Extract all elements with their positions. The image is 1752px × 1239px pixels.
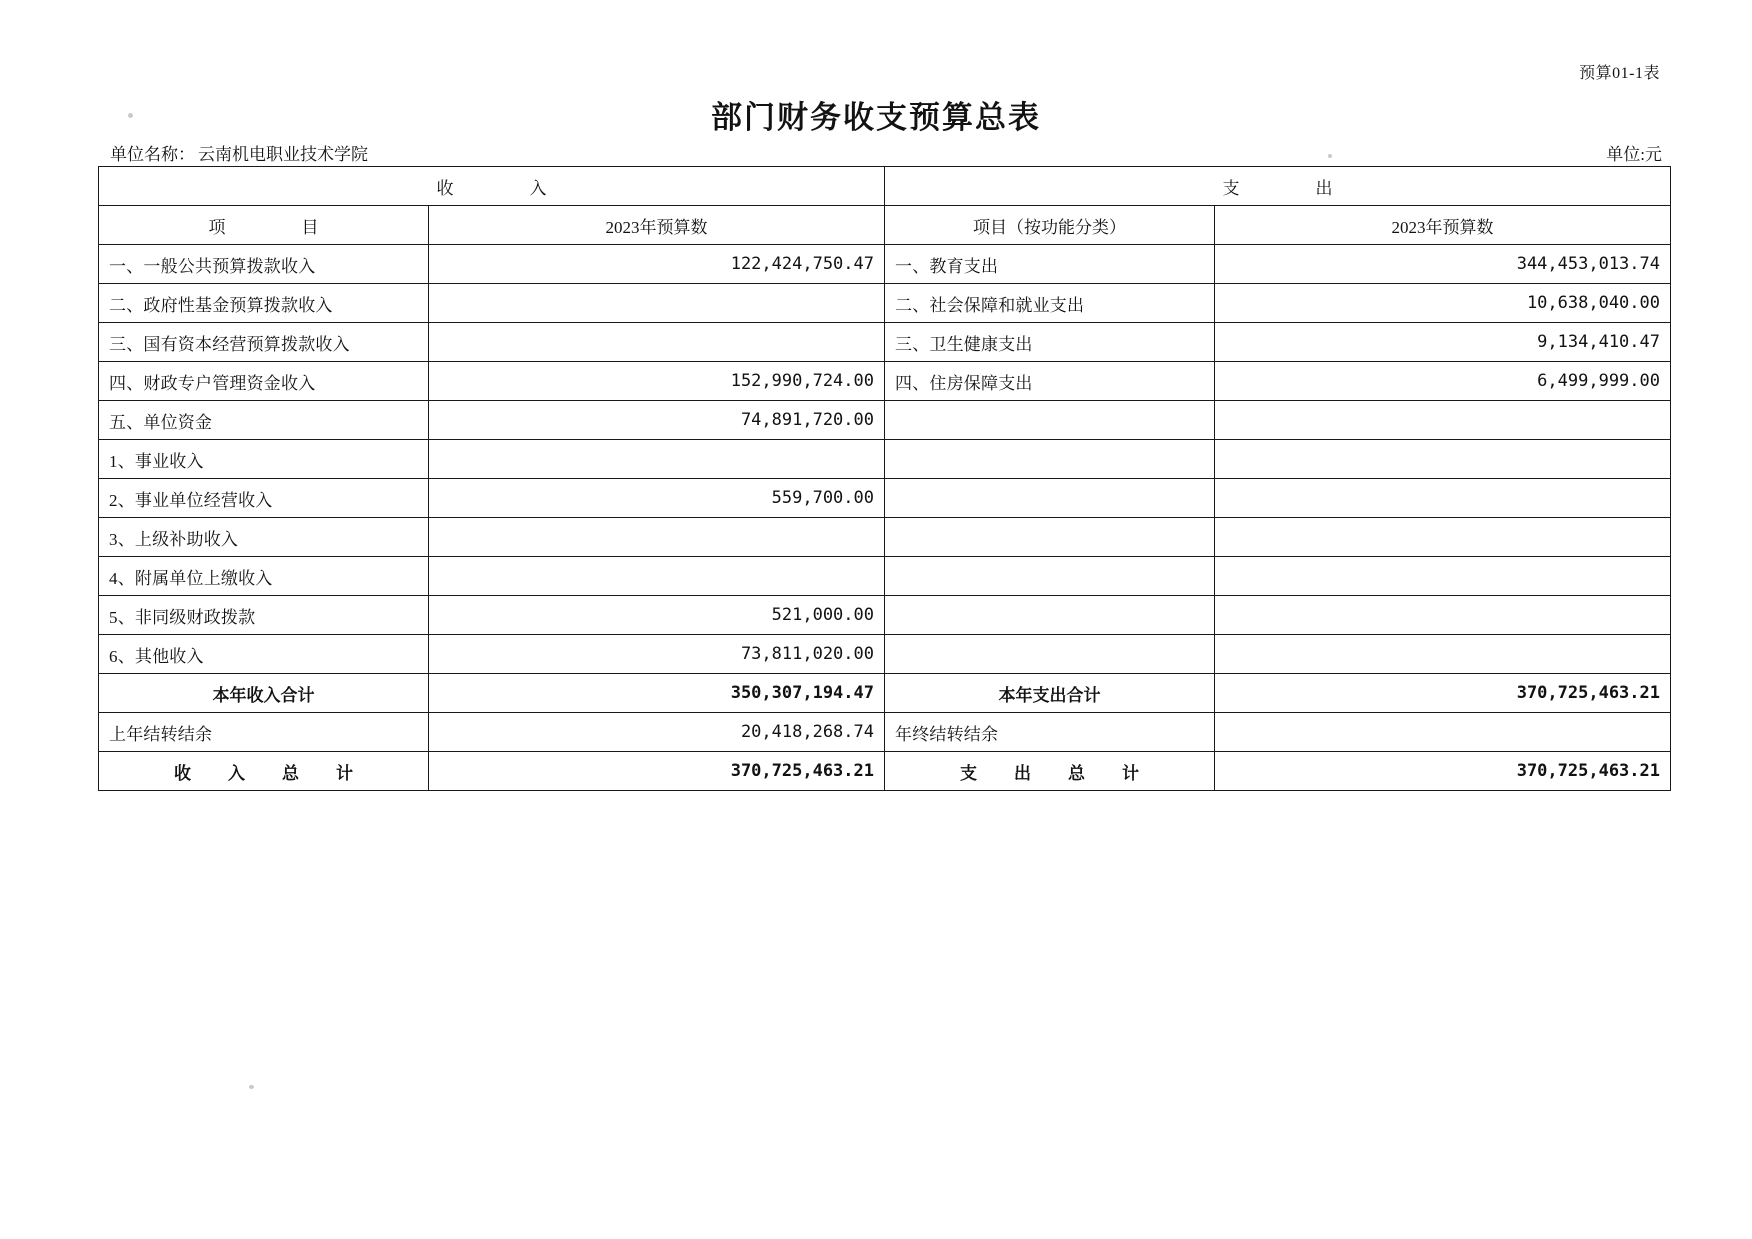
row-income-item: 三、国有资本经营预算拨款收入 xyxy=(99,323,429,362)
row-expenditure-amount xyxy=(1215,479,1671,518)
table-row xyxy=(99,323,1671,362)
subtotal-income-label: 本年收入合计 xyxy=(99,674,429,713)
table-row xyxy=(99,440,1671,479)
table-row xyxy=(99,557,1671,596)
row-income-amount xyxy=(429,323,885,362)
subtotal-expenditure-label: 本年支出合计 xyxy=(885,674,1215,713)
row-expenditure-amount xyxy=(1215,401,1671,440)
table-body xyxy=(99,167,1671,791)
row-expenditure-amount xyxy=(1215,440,1671,479)
scan-speck xyxy=(249,1085,254,1089)
table-row xyxy=(99,284,1671,323)
subtotal-income-amount: 350,307,194.47 xyxy=(429,674,885,713)
row-expenditure-amount: 6,499,999.00 xyxy=(1215,362,1671,401)
amount-unit-label: 单位:元 xyxy=(1606,145,1662,164)
carryover-expenditure-amount xyxy=(1215,713,1671,752)
unit-name-value: 云南机电职业技术学院 xyxy=(198,145,368,164)
column-header-income-item: 项 目 xyxy=(99,206,429,245)
column-header-expenditure-amount: 2023年预算数 xyxy=(1215,206,1671,245)
row-income-item: 1、事业收入 xyxy=(99,440,429,479)
row-income-amount: 559,700.00 xyxy=(429,479,885,518)
grand-total-income-label: 收 入 总 计 xyxy=(99,752,429,791)
unit-name-group xyxy=(110,140,368,165)
table-row xyxy=(99,245,1671,284)
group-header-expenditure: 支 出 xyxy=(885,167,1671,206)
row-income-amount xyxy=(429,440,885,479)
grand-total-expenditure-label: 支 出 总 计 xyxy=(885,752,1215,791)
row-income-item: 四、财政专户管理资金收入 xyxy=(99,362,429,401)
row-income-item: 3、上级补助收入 xyxy=(99,518,429,557)
row-expenditure-amount xyxy=(1215,596,1671,635)
table-row xyxy=(99,518,1671,557)
row-income-amount: 74,891,720.00 xyxy=(429,401,885,440)
grand-total-expenditure-amount: 370,725,463.21 xyxy=(1215,752,1671,791)
row-income-amount: 73,811,020.00 xyxy=(429,635,885,674)
row-expenditure-item xyxy=(885,518,1215,557)
row-income-item: 2、事业单位经营收入 xyxy=(99,479,429,518)
subtotal-expenditure-amount: 370,725,463.21 xyxy=(1215,674,1671,713)
row-expenditure-amount xyxy=(1215,635,1671,674)
table-row xyxy=(99,635,1671,674)
row-expenditure-item xyxy=(885,440,1215,479)
row-income-amount xyxy=(429,284,885,323)
row-income-amount: 521,000.00 xyxy=(429,596,885,635)
budget-table xyxy=(98,166,1671,791)
group-header-income: 收 入 xyxy=(99,167,885,206)
carryover-income-amount: 20,418,268.74 xyxy=(429,713,885,752)
row-income-item: 二、政府性基金预算拨款收入 xyxy=(99,284,429,323)
row-income-item: 5、非同级财政拨款 xyxy=(99,596,429,635)
column-header-row xyxy=(99,206,1671,245)
grand-total-row xyxy=(99,752,1671,791)
row-expenditure-item xyxy=(885,635,1215,674)
row-income-amount xyxy=(429,518,885,557)
row-expenditure-item: 一、教育支出 xyxy=(885,245,1215,284)
row-income-item: 一、一般公共预算拨款收入 xyxy=(99,245,429,284)
row-income-amount: 152,990,724.00 xyxy=(429,362,885,401)
carryover-income-label: 上年结转结余 xyxy=(99,713,429,752)
table-row xyxy=(99,479,1671,518)
row-expenditure-item xyxy=(885,401,1215,440)
subtotal-row xyxy=(99,674,1671,713)
row-expenditure-item xyxy=(885,479,1215,518)
row-expenditure-item: 二、社会保障和就业支出 xyxy=(885,284,1215,323)
grand-total-income-amount: 370,725,463.21 xyxy=(429,752,885,791)
carryover-expenditure-label: 年终结转结余 xyxy=(885,713,1215,752)
row-expenditure-amount: 10,638,040.00 xyxy=(1215,284,1671,323)
column-header-expenditure-item: 项目（按功能分类） xyxy=(885,206,1215,245)
row-expenditure-item xyxy=(885,557,1215,596)
row-income-amount xyxy=(429,557,885,596)
row-expenditure-amount xyxy=(1215,518,1671,557)
group-header-row xyxy=(99,167,1671,206)
carryover-row xyxy=(99,713,1671,752)
meta-row xyxy=(110,140,1662,165)
row-expenditure-amount: 9,134,410.47 xyxy=(1215,323,1671,362)
row-expenditure-item: 三、卫生健康支出 xyxy=(885,323,1215,362)
row-income-amount: 122,424,750.47 xyxy=(429,245,885,284)
table-row xyxy=(99,362,1671,401)
row-income-item: 6、其他收入 xyxy=(99,635,429,674)
row-expenditure-amount xyxy=(1215,557,1671,596)
column-header-income-amount: 2023年预算数 xyxy=(429,206,885,245)
row-expenditure-item: 四、住房保障支出 xyxy=(885,362,1215,401)
form-code: 预算01-1表 xyxy=(1579,65,1660,82)
row-income-item: 五、单位资金 xyxy=(99,401,429,440)
table-row xyxy=(99,401,1671,440)
table-row xyxy=(99,596,1671,635)
row-expenditure-amount: 344,453,013.74 xyxy=(1215,245,1671,284)
unit-name-label: 单位名称： xyxy=(110,145,195,164)
row-income-item: 4、附属单位上缴收入 xyxy=(99,557,429,596)
page-title: 部门财务收支预算总表 xyxy=(711,100,1041,136)
row-expenditure-item xyxy=(885,596,1215,635)
